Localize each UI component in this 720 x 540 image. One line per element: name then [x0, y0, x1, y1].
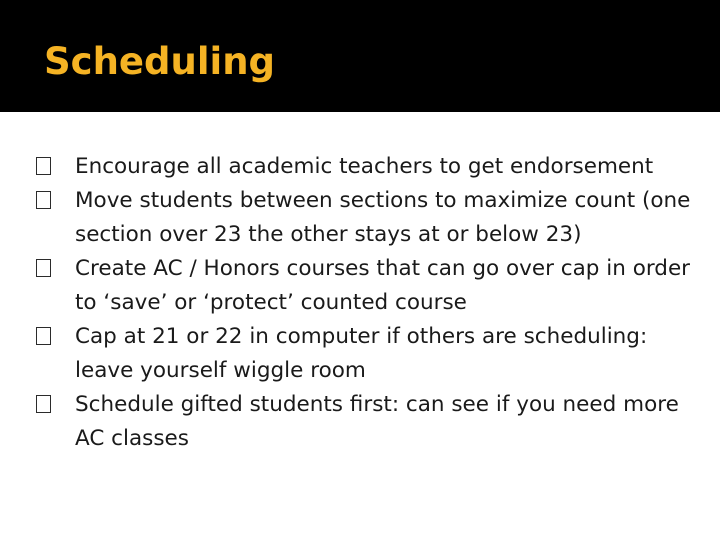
missing-glyph-box-icon: [36, 395, 51, 413]
missing-glyph-box-icon: [36, 327, 51, 345]
missing-glyph-box-icon: [36, 259, 51, 277]
bullet-item: [36, 184, 696, 252]
bullet-item: [36, 320, 696, 388]
bullet-item: [36, 252, 696, 320]
bullet-item: [36, 150, 696, 184]
bullet-text: Cap at 21 or 22 in computer if others are scheduling: leave yourself wiggle room: [75, 324, 648, 383]
bullet-list: [36, 150, 696, 456]
bullet-text: Encourage all academic teachers to get endorsement: [75, 154, 654, 179]
bullet-text: Move students between sections to maximize count (one section over 23 the other stays at or below 23): [75, 188, 691, 247]
bullet-text: Create AC / Honors courses that can go over cap in order to ‘save’ or ‘protect’ counted course: [75, 256, 691, 315]
bullet-item: [36, 388, 696, 456]
slide-title: Scheduling: [44, 40, 276, 83]
missing-glyph-box-icon: [36, 157, 51, 175]
bullet-text: Schedule gifted students first: can see if you need more AC classes: [75, 392, 679, 451]
title-band: [0, 0, 720, 112]
missing-glyph-box-icon: [36, 191, 51, 209]
